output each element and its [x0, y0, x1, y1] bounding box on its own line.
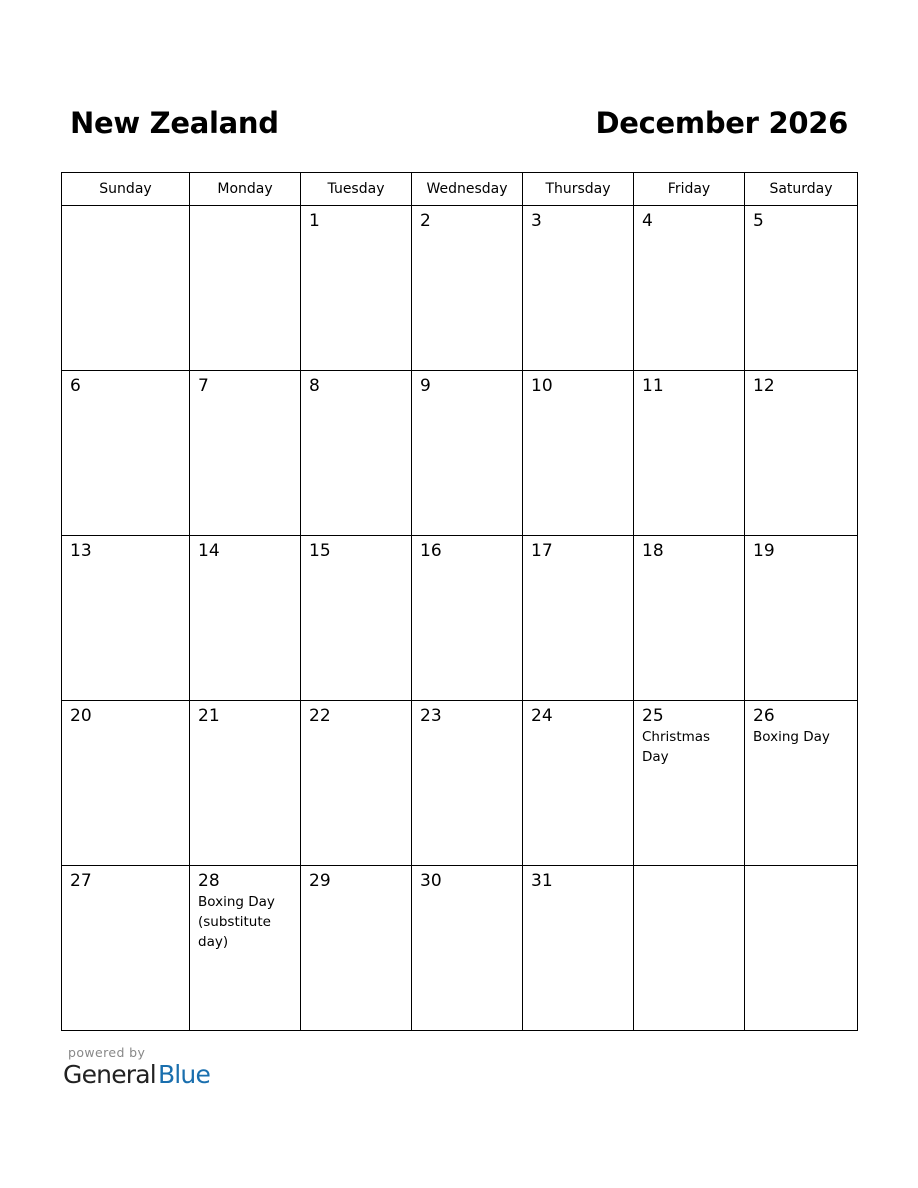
day-cell — [523, 536, 634, 701]
day-cell — [412, 371, 523, 536]
day-number: 24 — [531, 706, 553, 726]
weekday-header-thursday: Thursday — [523, 173, 634, 206]
week-row-3 — [62, 536, 858, 701]
day-number: 26 — [753, 706, 775, 726]
day-number: 7 — [198, 376, 209, 396]
day-cell — [523, 866, 634, 1031]
day-number: 2 — [420, 211, 431, 231]
day-cell — [634, 866, 745, 1031]
day-cell — [523, 701, 634, 866]
day-cell — [634, 206, 745, 371]
day-cell — [190, 371, 301, 536]
day-cell — [301, 536, 412, 701]
day-cell — [62, 371, 190, 536]
day-cell — [745, 536, 858, 701]
day-cell — [634, 536, 745, 701]
holiday-label: Boxing Day (substitute day) — [198, 894, 275, 950]
day-cell — [301, 371, 412, 536]
day-number: 6 — [70, 376, 81, 396]
day-number: 23 — [420, 706, 442, 726]
week-row-4 — [62, 701, 858, 866]
weekday-header-wednesday: Wednesday — [412, 173, 523, 206]
day-cell — [412, 536, 523, 701]
day-number: 13 — [70, 541, 92, 561]
day-cell — [62, 536, 190, 701]
day-number: 12 — [753, 376, 775, 396]
day-cell — [62, 866, 190, 1031]
day-cell — [412, 701, 523, 866]
day-cell — [190, 701, 301, 866]
country-title: New Zealand — [70, 106, 279, 140]
day-cell — [62, 206, 190, 371]
day-number: 28 — [198, 871, 220, 891]
day-number: 11 — [642, 376, 664, 396]
day-number: 1 — [309, 211, 320, 231]
day-cell — [745, 701, 858, 866]
weekday-header-saturday: Saturday — [745, 173, 858, 206]
weekday-header-monday: Monday — [190, 173, 301, 206]
brand-blue: Blue — [157, 1060, 211, 1089]
month-year-title: December 2026 — [595, 106, 848, 140]
weekday-header-row — [62, 173, 858, 206]
brand-general: General — [63, 1060, 156, 1089]
day-number: 30 — [420, 871, 442, 891]
generalblue-logo[interactable] — [63, 1060, 210, 1089]
day-number: 16 — [420, 541, 442, 561]
footer-branding — [63, 1045, 210, 1089]
day-number: 25 — [642, 706, 664, 726]
day-cell — [412, 206, 523, 371]
day-cell — [634, 371, 745, 536]
day-cell — [412, 866, 523, 1031]
day-cell — [190, 536, 301, 701]
weekday-header-friday: Friday — [634, 173, 745, 206]
weekday-header-sunday: Sunday — [62, 173, 190, 206]
day-number: 31 — [531, 871, 553, 891]
day-cell — [190, 206, 301, 371]
powered-by-text: powered by — [68, 1045, 146, 1060]
day-cell — [634, 701, 745, 866]
day-number: 3 — [531, 211, 542, 231]
day-cell — [523, 206, 634, 371]
day-number: 4 — [642, 211, 653, 231]
week-row-5 — [62, 866, 858, 1031]
holiday-label: Christmas Day — [642, 729, 711, 765]
day-number: 18 — [642, 541, 664, 561]
day-number: 17 — [531, 541, 553, 561]
day-cell — [745, 866, 858, 1031]
day-number: 10 — [531, 376, 553, 396]
day-number: 20 — [70, 706, 92, 726]
day-cell — [62, 701, 190, 866]
day-cell — [301, 866, 412, 1031]
calendar-header — [70, 100, 848, 150]
day-number: 27 — [70, 871, 92, 891]
day-number: 21 — [198, 706, 220, 726]
day-cell — [745, 371, 858, 536]
week-row-1 — [62, 206, 858, 371]
calendar-grid — [61, 172, 858, 1031]
day-number: 15 — [309, 541, 331, 561]
day-number: 5 — [753, 211, 764, 231]
day-number: 19 — [753, 541, 775, 561]
holiday-label: Boxing Day — [753, 729, 830, 745]
day-cell — [190, 866, 301, 1031]
day-cell — [523, 371, 634, 536]
weekday-header-tuesday: Tuesday — [301, 173, 412, 206]
day-number: 8 — [309, 376, 320, 396]
day-cell — [301, 206, 412, 371]
week-row-2 — [62, 371, 858, 536]
day-number: 22 — [309, 706, 331, 726]
day-number: 14 — [198, 541, 220, 561]
day-number: 29 — [309, 871, 331, 891]
day-number: 9 — [420, 376, 431, 396]
day-cell — [745, 206, 858, 371]
day-cell — [301, 701, 412, 866]
